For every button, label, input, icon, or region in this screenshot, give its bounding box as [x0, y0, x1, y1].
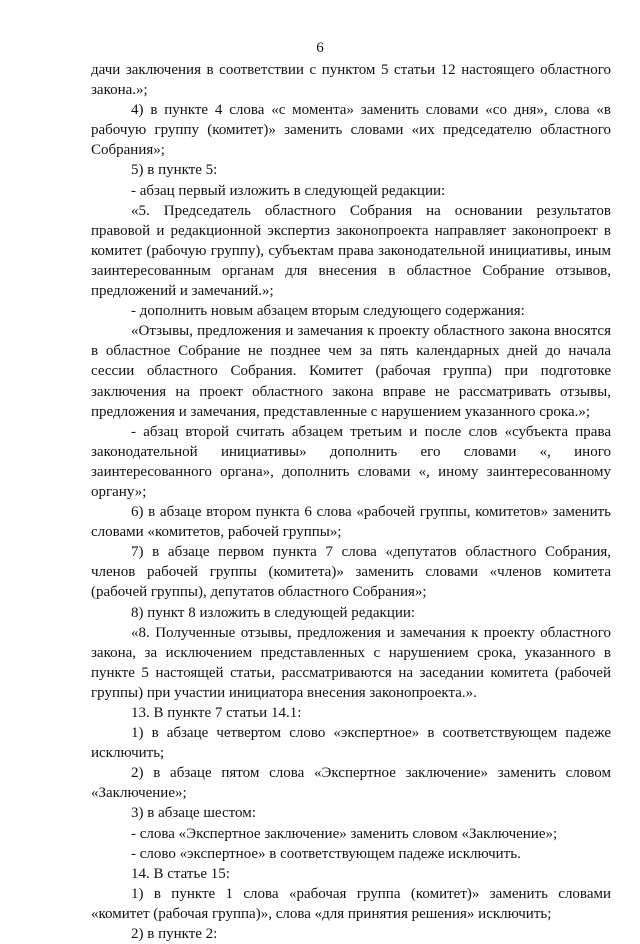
paragraph-4: - абзац первый изложить в следующей редакции:	[131, 182, 446, 199]
paragraph-12: «8. Полученные отзывы, предложения и замечания к проекту областного закона, за исключением представленных с нарушением срока, указанного в пункте 5 настоящей статьи, рассматриваются на заседании комитета (рабочей группы) при участии инициатора внесения законопроекта.».	[91, 624, 611, 701]
paragraph-10: 7) в абзаце первом пункта 7 слова «депутатов областного Собрания, членов рабочей группы (комитета)» заменить словами «членов комитета (рабочей группы), депутатов областного Собрания»;	[91, 544, 611, 601]
paragraph-21: 2) в пункте 2:	[131, 926, 218, 943]
page-number: 6	[316, 40, 324, 56]
paragraph-16: 3) в абзаце шестом:	[131, 805, 256, 822]
paragraph-2: 4) в пункте 4 слова «с момента» заменить словами «со дня», слова «в рабочую группу (комитет)» заменить словами «их председателю областного Собрания»;	[91, 102, 611, 159]
paragraph-11: 8) пункт 8 изложить в следующей редакции:	[131, 604, 416, 621]
paragraph-19: 14. В статье 15:	[131, 865, 230, 882]
paragraph-6: - дополнить новым абзацем вторым следующего содержания:	[131, 303, 525, 320]
paragraph-7: «Отзывы, предложения и замечания к проекту областного закона вносятся в областное Собрание не позднее чем за пять календарных дней до начала сессии областного Собрания. Комитет (рабочая группа) при подготовке заключения на проект областного закона вправе не рассматривать отзывы, предложения и замечания, представленные с нарушением указанного срока.»;	[91, 323, 611, 420]
paragraph-1: дачи заключения в соответствии с пунктом 5 статьи 12 настоящего областного закона.»;	[91, 62, 611, 99]
paragraph-18: - слово «экспертное» в соответствующем падеже исключить.	[131, 845, 521, 862]
paragraph-8: - абзац второй считать абзацем третьим и после слов «субъекта права законодательной инициативы» дополнить его словами «, иного заинтересованного органа», дополнить словами «, иному заинтересованному органу»;	[91, 423, 611, 500]
paragraph-5: «5. Председатель областного Собрания на основании результатов правовой и редакционной экспертиз законопроекта направляет законопроект в комитет (рабочую группу), субъектам права законодательной инициативы, иным заинтересованным органам для внесения в областное Собрание отзывов, предложений и замечаний.»;	[91, 202, 611, 300]
paragraph-20: 1) в пункте 1 слова «рабочая группа (комитет)» заменить словами «комитет (рабочая группа)», слова «для принятия решения» исключить;	[91, 885, 611, 922]
paragraph-9: 6) в абзаце втором пункта 6 слова «рабочей группы, комитетов» заменить словами «комитетов, рабочей группы»;	[91, 504, 611, 541]
paragraph-15: 2) в абзаце пятом слова «Экспертное заключение» заменить словом «Заключение»;	[91, 765, 611, 802]
paragraph-14: 1) в абзаце четвертом слово «экспертное» в соответствующем падеже исключить;	[91, 725, 611, 762]
document-body	[91, 60, 611, 944]
paragraph-3: 5) в пункте 5:	[131, 162, 218, 179]
paragraph-17: - слова «Экспертное заключение» заменить словом «Заключение»;	[131, 825, 558, 842]
paragraph-13: 13. В пункте 7 статьи 14.1:	[131, 705, 302, 721]
